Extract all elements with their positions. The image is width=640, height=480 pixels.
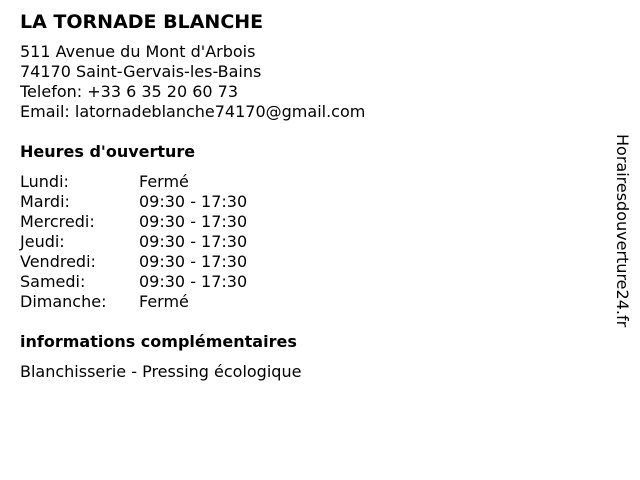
phone-line: Telefon: +33 6 35 20 60 73 bbox=[20, 82, 239, 101]
day-label: Lundi: bbox=[20, 172, 69, 191]
time-value: 09:30 - 17:30 bbox=[139, 272, 248, 291]
email-line: Email: latornadeblanche74170@gmail.com bbox=[20, 102, 366, 121]
opening-hours-heading: Heures d'ouverture bbox=[20, 142, 196, 161]
address-street: 511 Avenue du Mont d'Arbois bbox=[20, 42, 256, 61]
hours-row-sunday bbox=[20, 292, 600, 312]
day-label: Samedi: bbox=[20, 272, 86, 291]
site-watermark bbox=[612, 134, 632, 374]
business-card bbox=[20, 10, 600, 382]
day-label: Jeudi: bbox=[20, 232, 65, 251]
day-label: Mardi: bbox=[20, 192, 70, 211]
hours-row-saturday bbox=[20, 272, 600, 292]
business-description: Blanchisserie - Pressing écologique bbox=[20, 362, 302, 381]
hours-row-wednesday bbox=[20, 212, 600, 232]
hours-row-monday bbox=[20, 172, 600, 192]
additional-info-heading: informations complémentaires bbox=[20, 332, 297, 351]
hours-row-friday bbox=[20, 252, 600, 272]
time-value: Fermé bbox=[139, 172, 189, 191]
day-label: Vendredi: bbox=[20, 252, 96, 271]
time-value: 09:30 - 17:30 bbox=[139, 252, 248, 271]
address-city: 74170 Saint-Gervais-les-Bains bbox=[20, 62, 262, 81]
time-value: 09:30 - 17:30 bbox=[139, 212, 248, 231]
hours-row-thursday bbox=[20, 232, 600, 252]
time-value: 09:30 - 17:30 bbox=[139, 232, 248, 251]
time-value: 09:30 - 17:30 bbox=[139, 192, 248, 211]
time-value: Fermé bbox=[139, 292, 189, 311]
day-label: Dimanche: bbox=[20, 292, 107, 311]
hours-row-tuesday bbox=[20, 192, 600, 212]
opening-hours-table bbox=[20, 172, 600, 312]
day-label: Mercredi: bbox=[20, 212, 95, 231]
business-name: LA TORNADE BLANCHE bbox=[20, 11, 264, 33]
watermark-text: Horairesdouverture24.fr bbox=[613, 134, 632, 328]
